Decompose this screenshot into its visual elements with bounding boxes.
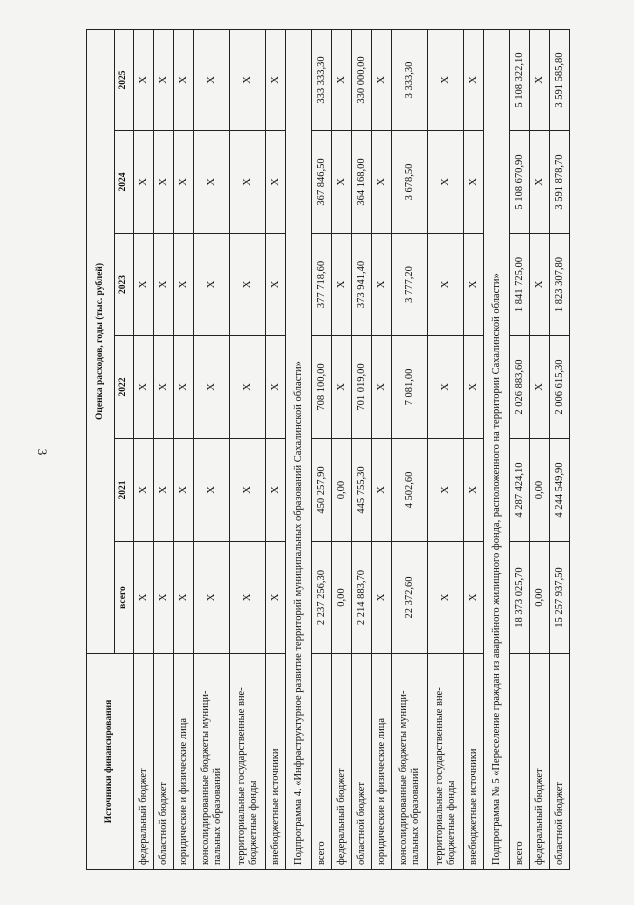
value-cell: 445 755,30 xyxy=(352,439,372,542)
value-cell: X xyxy=(332,29,352,130)
value-cell: X xyxy=(266,336,286,439)
value-cell: X xyxy=(154,29,174,130)
value-cell: X xyxy=(530,336,550,439)
source-label: юридические и физические лица xyxy=(174,654,194,870)
value-cell: X xyxy=(174,234,194,336)
value-cell: 4 502,60 xyxy=(392,439,428,542)
header-source: Источники финансирования xyxy=(87,654,134,870)
value-cell: X xyxy=(134,234,154,336)
header-year: 2022 xyxy=(115,336,134,439)
value-cell: X xyxy=(174,29,194,130)
value-cell: X xyxy=(194,234,230,336)
rotated-page xyxy=(86,30,570,870)
value-cell: X xyxy=(174,336,194,439)
header-year: 2023 xyxy=(115,234,134,336)
value-cell: X xyxy=(266,131,286,234)
value-cell: X xyxy=(230,336,266,439)
value-cell: 708 100,00 xyxy=(312,336,332,439)
value-cell: X xyxy=(428,336,464,439)
value-cell: X xyxy=(194,29,230,130)
value-cell: 0,00 xyxy=(332,439,352,542)
value-cell: X xyxy=(230,131,266,234)
value-cell: X xyxy=(154,336,174,439)
value-cell: X xyxy=(530,29,550,130)
source-label: федеральный бюджет xyxy=(530,654,550,870)
value-cell: X xyxy=(134,542,154,654)
value-cell: 0,00 xyxy=(332,542,352,654)
table-row xyxy=(510,29,530,869)
table-row xyxy=(134,29,154,869)
value-cell: 701 019,00 xyxy=(352,336,372,439)
value-cell: 364 168,00 xyxy=(352,131,372,234)
financing-table xyxy=(86,29,570,870)
value-cell: X xyxy=(372,29,392,130)
value-cell: 450 257,90 xyxy=(312,439,332,542)
value-cell: 18 373 025,70 xyxy=(510,542,530,654)
value-cell: X xyxy=(194,131,230,234)
header-year: всего xyxy=(115,542,134,654)
header-year: 2024 xyxy=(115,131,134,234)
source-label: юридические и физические лица xyxy=(372,654,392,870)
section-row xyxy=(484,29,510,869)
page-number: 3 xyxy=(35,448,50,456)
header-estimate: Оценка расходов, годы (тыс. рублей) xyxy=(87,29,115,653)
source-label: областной бюджет xyxy=(352,654,372,870)
value-cell: X xyxy=(154,131,174,234)
value-cell: X xyxy=(154,234,174,336)
value-cell: X xyxy=(464,234,484,336)
table-row xyxy=(154,29,174,869)
value-cell: X xyxy=(530,234,550,336)
value-cell: X xyxy=(134,439,154,542)
value-cell: 3 591 585,80 xyxy=(550,29,570,130)
table-row xyxy=(372,29,392,869)
value-cell: X xyxy=(154,439,174,542)
value-cell: X xyxy=(464,336,484,439)
table-row xyxy=(550,29,570,869)
value-cell: X xyxy=(332,336,352,439)
header-year: 2021 xyxy=(115,439,134,542)
value-cell: X xyxy=(230,234,266,336)
table-row xyxy=(392,29,428,869)
value-cell: X xyxy=(194,439,230,542)
source-label: областной бюджет xyxy=(154,654,174,870)
value-cell: X xyxy=(174,131,194,234)
source-label: территориальные государственные вне-бюджетные фонды xyxy=(428,654,464,870)
value-cell: X xyxy=(154,542,174,654)
value-cell: X xyxy=(174,542,194,654)
value-cell: X xyxy=(464,542,484,654)
source-label: всего xyxy=(312,654,332,870)
table-row xyxy=(194,29,230,869)
value-cell: X xyxy=(174,439,194,542)
value-cell: X xyxy=(428,29,464,130)
header-year: 2025 xyxy=(115,29,134,130)
value-cell: X xyxy=(194,336,230,439)
section-title: Подпрограмма 4. «Инфраструктурное развитие территорий муниципальных образований Сахалинской области» xyxy=(286,29,312,869)
value-cell: 377 718,60 xyxy=(312,234,332,336)
value-cell: 0,00 xyxy=(530,542,550,654)
value-cell: X xyxy=(372,542,392,654)
value-cell: 2 214 883,70 xyxy=(352,542,372,654)
source-label: всего xyxy=(510,654,530,870)
value-cell: 22 372,60 xyxy=(392,542,428,654)
source-label: консолидированные бюджеты муници-пальных образований xyxy=(194,654,230,870)
table-row xyxy=(174,29,194,869)
value-cell: 2 006 615,30 xyxy=(550,336,570,439)
value-cell: X xyxy=(428,439,464,542)
value-cell: X xyxy=(464,131,484,234)
section-row xyxy=(286,29,312,869)
value-cell: 7 081,00 xyxy=(392,336,428,439)
value-cell: 3 333,30 xyxy=(392,29,428,130)
table-row xyxy=(332,29,352,869)
value-cell: 0,00 xyxy=(530,439,550,542)
value-cell: 2 237 256,30 xyxy=(312,542,332,654)
value-cell: X xyxy=(428,131,464,234)
table-row xyxy=(530,29,550,869)
value-cell: X xyxy=(134,29,154,130)
value-cell: 4 244 549,90 xyxy=(550,439,570,542)
value-cell: X xyxy=(134,336,154,439)
value-cell: X xyxy=(266,234,286,336)
table-row xyxy=(312,29,332,869)
value-cell: X xyxy=(134,131,154,234)
source-label: федеральный бюджет xyxy=(332,654,352,870)
value-cell: X xyxy=(372,131,392,234)
value-cell: X xyxy=(428,234,464,336)
value-cell: 1 823 307,80 xyxy=(550,234,570,336)
value-cell: 373 941,40 xyxy=(352,234,372,336)
table-row xyxy=(266,29,286,869)
value-cell: 330 000,00 xyxy=(352,29,372,130)
value-cell: X xyxy=(530,131,550,234)
source-label: федеральный бюджет xyxy=(134,654,154,870)
source-label: консолидированные бюджеты муници-пальных образований xyxy=(392,654,428,870)
value-cell: X xyxy=(230,439,266,542)
value-cell: X xyxy=(428,542,464,654)
value-cell: X xyxy=(230,542,266,654)
value-cell: 367 846,50 xyxy=(312,131,332,234)
value-cell: X xyxy=(266,439,286,542)
value-cell: X xyxy=(266,29,286,130)
value-cell: X xyxy=(464,29,484,130)
value-cell: 4 287 424,10 xyxy=(510,439,530,542)
source-label: областной бюджет xyxy=(550,654,570,870)
value-cell: X xyxy=(372,234,392,336)
value-cell: 1 841 725,00 xyxy=(510,234,530,336)
value-cell: 5 108 322,10 xyxy=(510,29,530,130)
value-cell: X xyxy=(372,336,392,439)
table-row xyxy=(428,29,464,869)
table-row xyxy=(464,29,484,869)
table-row xyxy=(230,29,266,869)
value-cell: X xyxy=(266,542,286,654)
value-cell: 3 591 878,70 xyxy=(550,131,570,234)
value-cell: 3 678,50 xyxy=(392,131,428,234)
value-cell: X xyxy=(372,439,392,542)
source-label: территориальные государственные вне-бюджетные фонды xyxy=(230,654,266,870)
value-cell: 3 777,20 xyxy=(392,234,428,336)
source-label: внебюджетные источники xyxy=(266,654,286,870)
value-cell: X xyxy=(194,542,230,654)
value-cell: X xyxy=(230,29,266,130)
value-cell: X xyxy=(332,131,352,234)
value-cell: 333 333,30 xyxy=(312,29,332,130)
section-title: Подпрограмма № 5 «Переселение граждан из аварийного жилищного фонда, расположенного на территории Сахалинской области» xyxy=(484,29,510,869)
value-cell: 15 257 937,50 xyxy=(550,542,570,654)
source-label: внебюджетные источники xyxy=(464,654,484,870)
value-cell: X xyxy=(464,439,484,542)
value-cell: 5 108 670,90 xyxy=(510,131,530,234)
table-row xyxy=(352,29,372,869)
value-cell: 2 026 883,60 xyxy=(510,336,530,439)
value-cell: X xyxy=(332,234,352,336)
